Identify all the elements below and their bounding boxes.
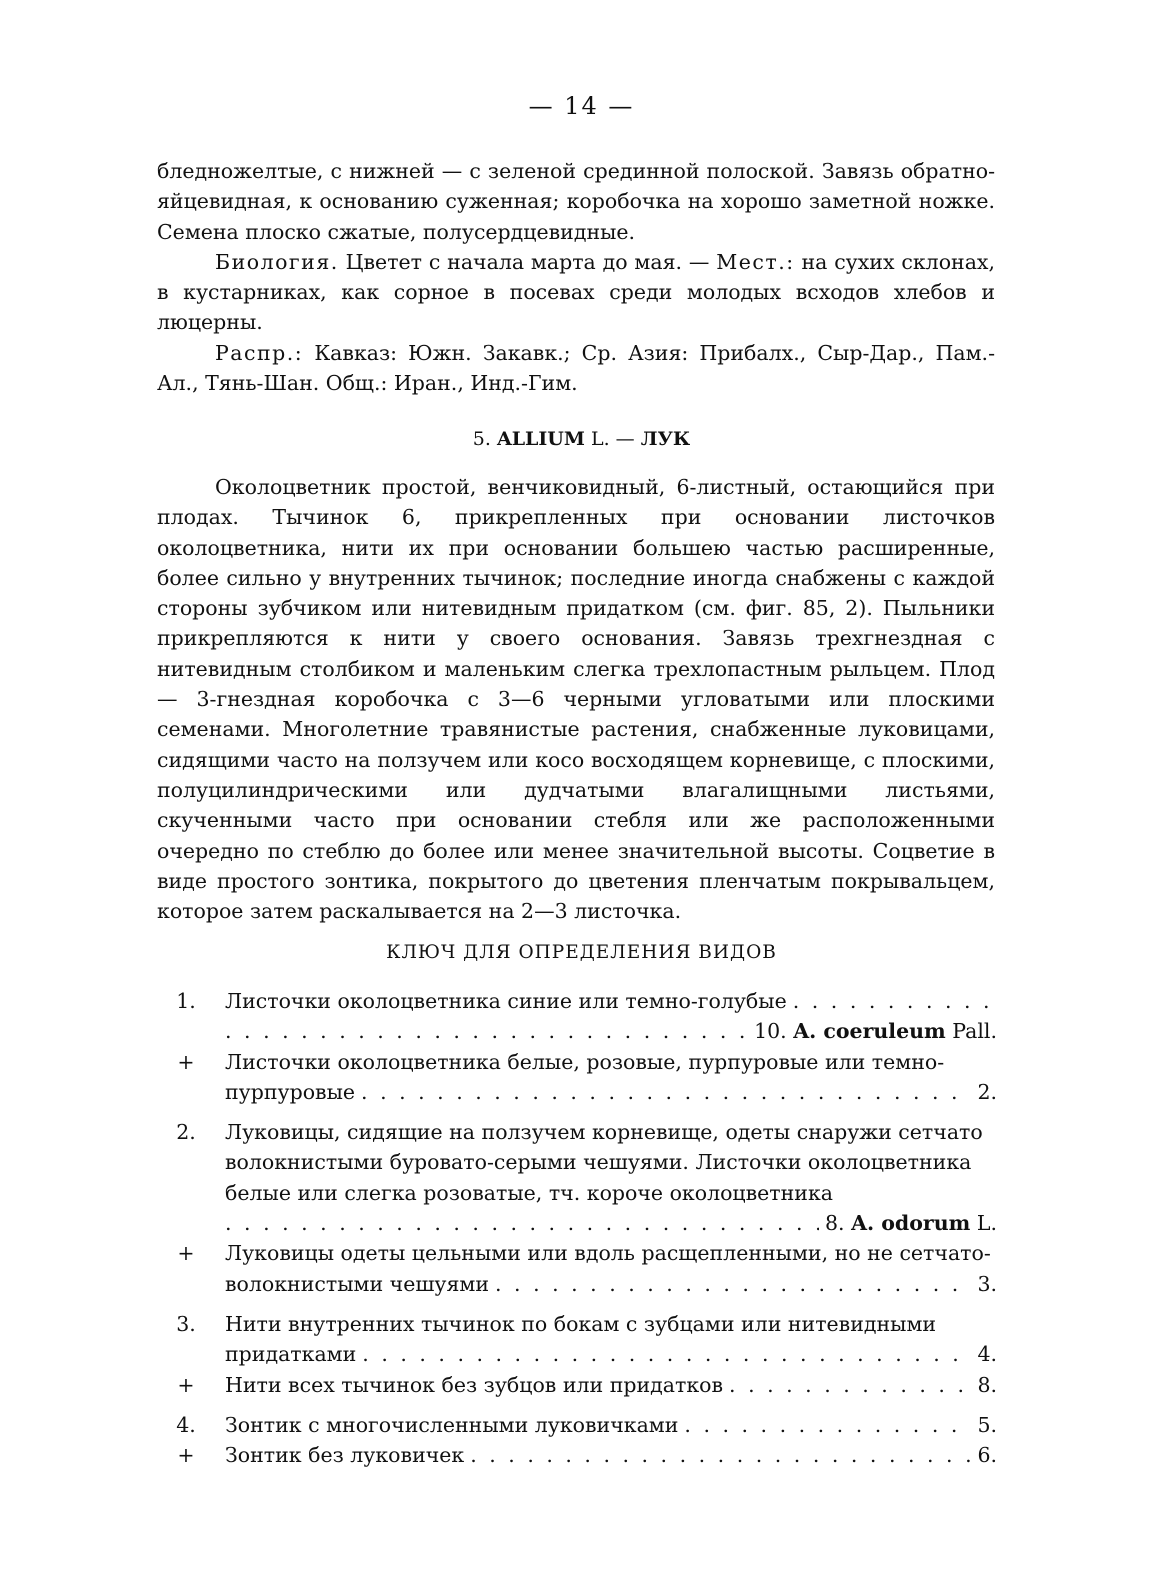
key-entry [157,1309,997,1370]
habitat-text: на сухих склонах, в кустарниках, как сорное в посевах среди молодых всходов хлебов и люцерны. [157,249,995,335]
key-entry-lead: пурпуровые [225,1079,356,1104]
biology-paragraph [157,247,995,338]
key-entry-number: 3. [176,1311,196,1336]
key-entry-target: 8. A. odorum L. [824,1211,997,1236]
key-entry-target: 6. [977,1443,997,1468]
key-entry-lead: придатками [225,1342,357,1367]
key-entry [157,1238,997,1299]
genus-name: ALLIUM [496,428,585,450]
dot-leader [729,1370,971,1400]
key-entry [157,1370,997,1400]
habitat-label: Мест.: [716,249,795,274]
genus-russian-name: ЛУК [640,428,691,450]
key-entry-text: Нити внутренних тычинок по бокам с зубцами или нитевидными [225,1311,937,1336]
key-leader-line [225,1410,997,1440]
key-leader-line [225,1339,997,1369]
genus-author: L. — [590,428,635,450]
key-leader-line [225,1208,997,1238]
key-entry-target: 3. [977,1271,997,1296]
key-entry [157,1440,997,1470]
continuation-paragraph: бледножелтые, с нижней — с зеленой срединной полоской. Завязь обратно-яйцевидная, к основанию суженная; коробочка на хорошо заметной ножке. Семена плоско сжатые, полусердцевидные. [157,159,995,244]
key-entry-lead: Зонтик с многочисленными луковичками [225,1412,679,1437]
key-leader-line [225,1117,997,1208]
dot-leader [362,1339,971,1369]
dot-leader [495,1269,971,1299]
key-entry-target: 10. A. coeruleum Pall. [754,1019,997,1044]
key-entry-target: 5. [977,1412,997,1437]
key-entry-number: 1. [176,989,196,1013]
dot-leader [793,986,991,1016]
dot-leader [470,1440,971,1470]
key-entry-mark: + [177,1443,195,1468]
dot-leader [684,1410,971,1440]
distribution-paragraph [157,338,995,399]
dot-leader [225,1208,819,1238]
key-leader-line [225,1440,997,1470]
distribution-text: Кавказ: Южн. Закавк.; Ср. Азия: Прибалх., Сыр-Дар., Пам.-Ал., Тянь-Шан. Общ.: Иран., Инд.-Гим. [157,340,995,396]
species-name: A. coeruleum [793,1019,946,1044]
key-entry [157,1117,997,1238]
key-entry-target: 2. [977,1079,997,1104]
genus-description: Околоцветник простой, венчиковидный, 6-листный, остающийся при плодах. Тычинок 6, прикрепленных при основании листочков околоцветника, нити их при основании большею частью расширенные, более сильно у внутренних тычинок; последние иногда снабжены с каждой стороны зубчиком или нитевидным придатком (см. фиг. 85, 2). Пыльники прикрепляются к нити у своего основания. Завязь трехгнездная с нитевидным столбиком и маленьким слегка трехлопастным рыльцем. Плод — 3-гнездная коробочка с 3—6 черными угловатыми или плоскими семенами. Многолетние травянистые растения, снабженные луковицами, сидящими часто на ползучем или косо восходящем корневище, с плоскими, полуцилиндрическими или дудчатыми влагалищными листьями, скученными часто при основании стебля или же расположенными очередно по стеблю до более или менее значительной высоты. Соцветие в виде простого зонтика, покрытого до цветения пленчатым покрывальцем, которое затем раскалывается на 2—3 листочка. [157,475,995,924]
key-entry-text: Луковицы, сидящие на ползучем корневище, одеты снаружи сетчато волокнистыми буровато-серыми чешуями. Листочки околоцветника белые или слегка розоватые, тч. короче околоцветника [225,1120,983,1205]
dot-leader [225,1016,748,1046]
key-entry-lead: волокнистыми чешуями [225,1271,489,1296]
page-number: — 14 — [528,92,635,120]
key-heading: КЛЮЧ ДЛЯ ОПРЕДЕЛЕНИЯ ВИДОВ [386,942,777,963]
genus-number: 5. [472,428,491,450]
species-name: A. odorum [851,1211,971,1236]
key-entry-lead: Зонтик без луковичек [225,1443,465,1468]
species-continuation [157,156,995,398]
key-entry [157,1410,997,1440]
key-leader-line [225,1269,997,1299]
key-entry-mark: + [177,1372,195,1397]
key-leader-line [225,1016,997,1046]
key-entry-text: Луковицы одеты цельными или вдоль расщепленными, но не сетчато- [225,1241,991,1266]
key-leader-line [225,986,997,1016]
biology-label: Биология. [215,249,339,274]
key-entry-text: Листочки околоцветника синие или темно-голубые [225,989,787,1013]
key-leader-line [225,1077,997,1107]
key-entry [157,986,997,1047]
key-entry-mark: + [177,1241,195,1266]
key-entry-target: 4. [977,1342,997,1367]
key-entry-number: 2. [176,1120,196,1145]
key-entry-target: 8. [977,1372,997,1397]
key-entry-mark: + [177,1049,195,1074]
key-entry-number: 4. [176,1412,196,1437]
biology-text: Цветет с начала марта до мая. — [338,249,717,274]
key-entry-lead: Нити всех тычинок без зубцов или придатков [225,1372,724,1397]
key-leader-line [225,1370,997,1400]
genus-heading [0,428,1163,450]
distribution-label: Распр.: [215,340,304,365]
key-entry-text: Листочки околоцветника белые, розовые, пурпуровые или темно- [225,1049,945,1074]
dot-leader [361,1077,971,1107]
key-entry [157,1047,997,1108]
identification-key [157,986,997,1470]
genus-description-block [157,472,995,926]
